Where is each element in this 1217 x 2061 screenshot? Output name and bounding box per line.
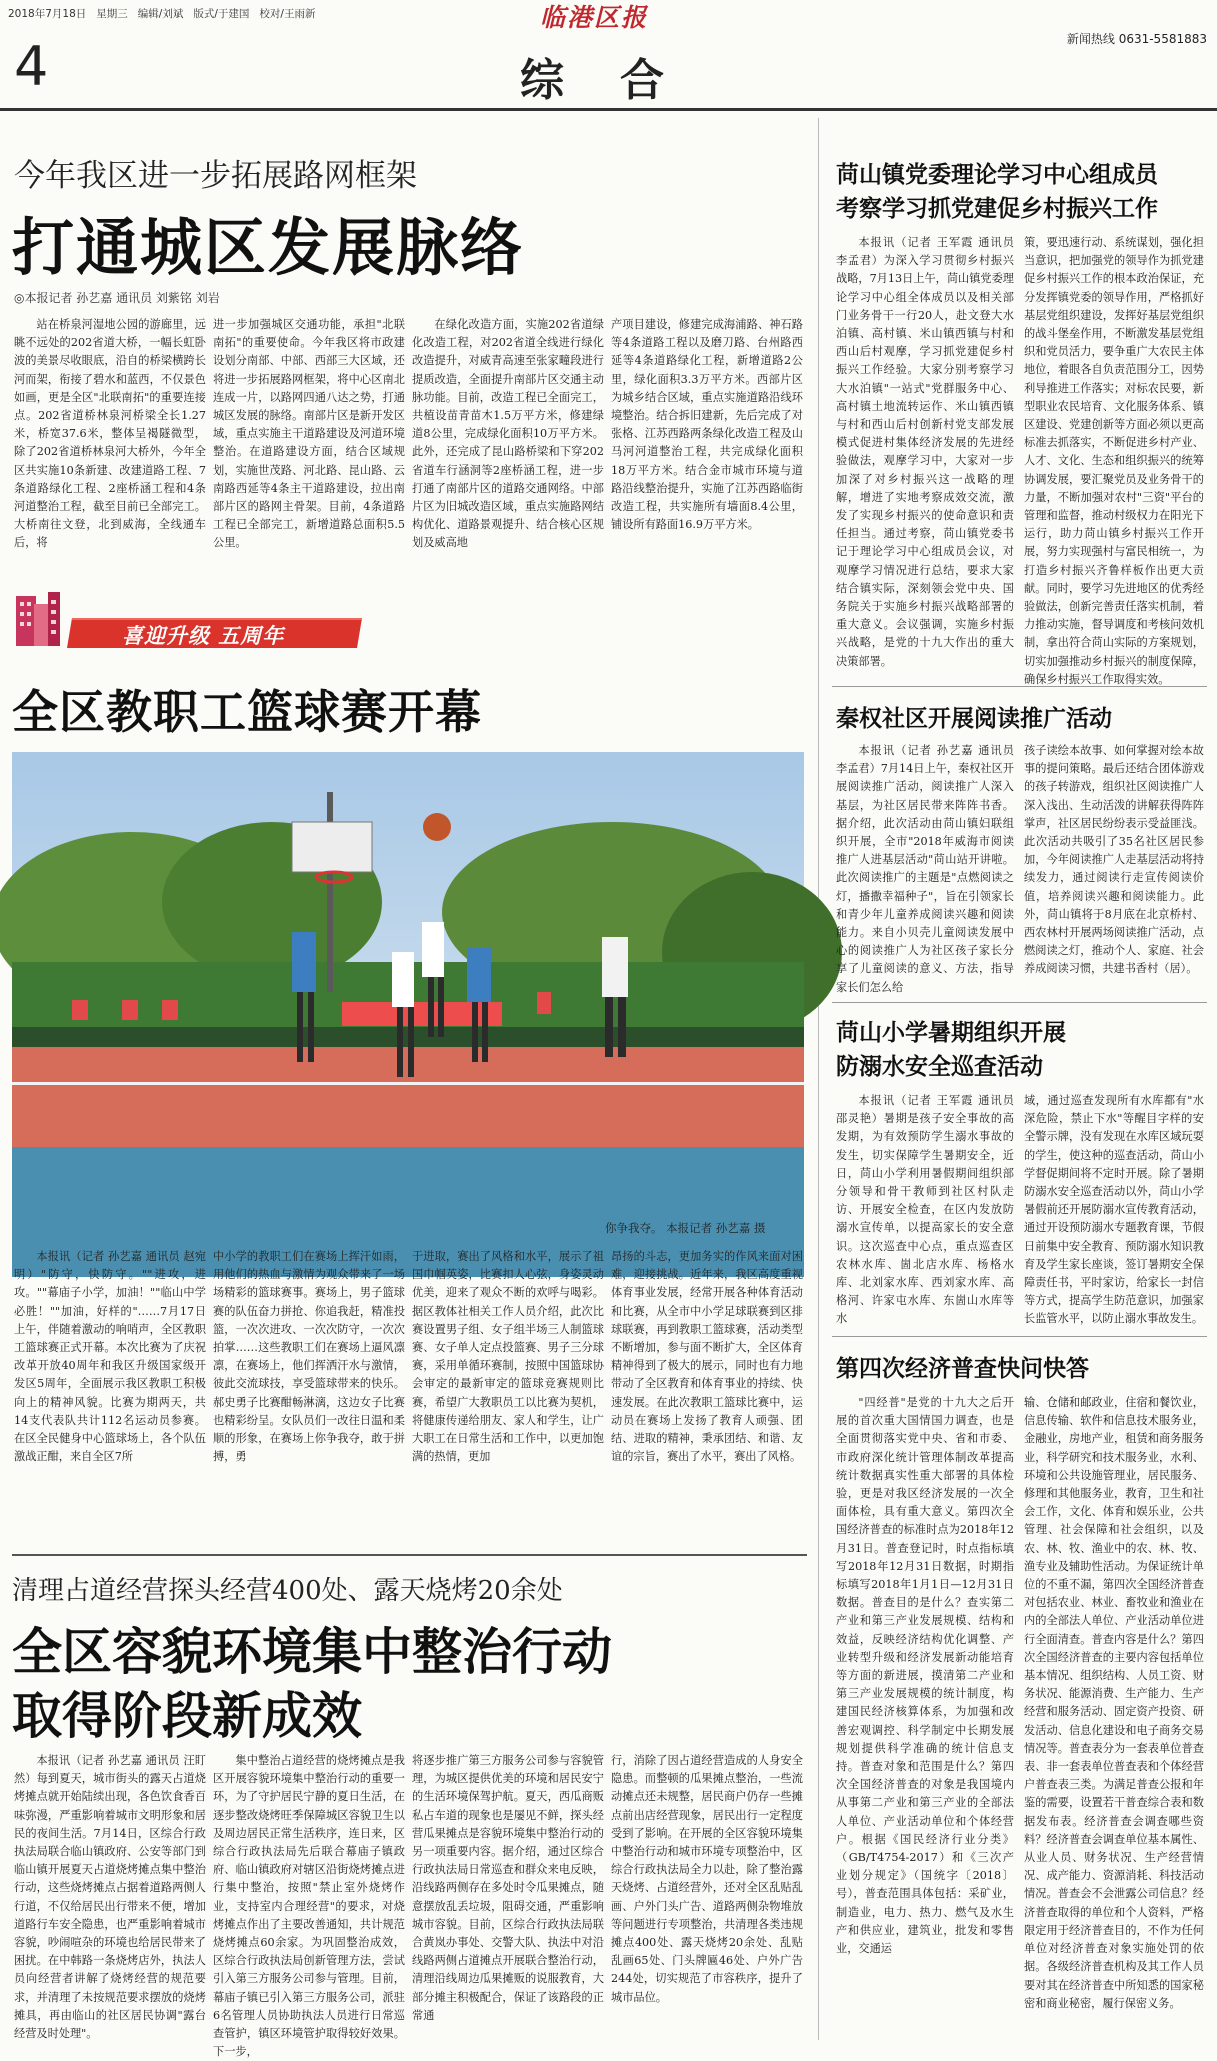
sidebar-story4-col-1: "四经普"是党的十九大之后开展的首次重大国情国力调查，也是全面贯彻落实党中央、省和市委、市政府深化统计管理体制改革提高统计数据真实性重大部署的具体检验，更是对我区经济发展的一次全面体检，具有重大意义。第四次全国经济普查的标准时点为2018年12月31日。普查登记时，时点指标填写2018年12月31日数据，时期指标填写2018年1月1日—12月31日数据。普查目的是什么？查实第二产业和第三产业发展规模、结构和效益，反映经济结构优化调整、产业转型升级和经济发展新动能培育等方面的新进展，摸清第二产业和第三产业发展规模的统计制度，构建国民经济核算体系，为加强和改善宏观调控、科学制定中长期发展规划提供科学准确的统计信息支持。普查对象和范围是什么？第四次全国经济普查的对象是我国境内从事第二产业和第三产业的全部法人单位、产业活动单位和个体经营户。根据《国民经济行业分类》（GB/T4754-2017）和《三次产业划分规定》（国统字〔2018〕号），普查范围具体包括：采矿业，制造业，电力、热力、燃气及水生产和供应业，建筑业，批发和零售业，交通运 [836,1396,1014,1956]
roads-col-1: 站在桥泉河湿地公园的游廊里，远眺不远处的202省道大桥，一幅长虹卧波的美景尽收眼底，沿自的桥梁横跨长河而架，衔接了碧水和蓝西，不仅景色如画，更是全区"北联南拓"的重要连接点。202省道桥林泉河桥梁全长1.27米，桥宽37.6米，整体呈褐隧微型，除了202省道桥林泉河大桥外，今年全区共实施10条新建、改建道路工程、7条道路绿化工程、2座桥涵工程和4条河道整治工程，截至目前已全部完工。大桥南往文登，北到威海，全线通车后，将 [14,318,206,550]
sidebar-story1-headline-1: 苘山镇党委理论学习中心组成员 [836,161,1158,188]
urban-col-1: 本报讯（记者 孙艺嘉 通讯员 汪盯然）每到夏天，城市街头的露天占道烧烤摊点就开始陆续出现，各色饮食香百味弥漫，严重影响着城市文明形象和居民的夜间生活。7月14日，区综合行政执法局联合临山镇政府、公安等部门到临山镇开展夏天占道烧烤摊点集中整治行动，这些烧烤摊点占据着道路两侧人行道，不仅给居民出行带来不便，增加道路行车安全隐患，也严重影响着城市容貌，吵闹喧杂的环境也给居民带来了困扰。在中韩路一条烧烤店外，执法人员向经营者讲解了烧烤经营的规范要求，并清理了未按规范要求摆放的烧烤摊具，再由临山的社区居民协调"露台经营及时处理"。 [14,1754,206,2041]
anniversary-banner [12,590,362,650]
header-editor: 编辑/刘斌 [137,8,184,20]
photo-caption: 你争我夺。 本报记者 孙艺嘉 摄 [605,1221,766,1235]
hotline-block [1067,30,1207,47]
roads-col-2: 进一步加强城区交通功能，承担"北联南拓"的重要使命。今年我区将市政建设划分南部、中部、西部三大区域，还将进一步拓展路网框架，将中心区南北连成一片，以路网四通八达之势，打通城区发展的脉络。南部片区是新开发区域，重点实施主干道路建设及河道环境整治。在道路建设方面，结合区域规划，实施世茂路、河北路、昆山路、云南路西延等4条主干道路建设，拉出南部片区的路网主骨架。目前，4条道路工程已全部完工，新增道路总面积5.5公里。 [213,318,405,550]
urban-kicker: 清理占道经营探头经营400处、露天烧烤20余处 [12,1576,563,1606]
sidebar-story3-headline-1: 苘山小学暑期组织开展 [836,1019,1066,1046]
hotline-number: 0631-5581883 [1118,32,1207,46]
sidebar-story2-col-1: 本报讯（记者 孙艺嘉 通讯员 李孟君）7月14日上午，秦权社区开展阅读推广活动，阅读推广人深入基层，为社区居民带来阵阵书香。据介绍，此次活动由苘山镇妇联组织开展，全市"2018年威海市阅读推广人进基层活动"苘山站开讲啦。此次阅读推广的主题是"点燃阅读之灯，播撒幸福种子"，旨在引领家长和青少年儿童养成阅读兴趣和阅读能力。来自小贝壳儿童阅读发展中心的阅读推广人为社区孩子家长分享了儿童阅读的意义、方法，指导家长们怎么给 [836,744,1014,994]
sidebar-story1-col-2: 策，要迅速行动、系统谋划，强化担当意识，把加强党的领导作为抓党建促乡村振兴工作的根本政治保证，充分发挥镇党委的领导作用，严格抓好基层党组织建设，发挥好基层党组织的战斗堡垒作用，不断激发基层党组织和党员活力，要争重广大农民主体地位，着眼各自负责范围分工，因势利导推进工作落实；对标农民要，新型职业农民培育、文化服务体系、镇区建设、党建创新等方面必须以更高标准去抓落实，不断促进乡村产业、人才、文化、生态和组织振兴的统筹协调发展，要汇聚党员及业务骨干的力量，不断加强对农村"三资"平台的管理和监督，推动村级权力在阳光下运行，助力苘山镇乡村振兴工作开展，努力实现强村与富民相统一，为打造乡村振兴齐鲁样板作出更大贡献。同时，要学习先进地区的优秀经验做法，创新完善责任落实机制，着力推动实施，督导调度和考核问效机制，拿出符合苘山实际的方案规划，切实加强推动乡村振兴的制度保障，确保乡村振兴工作取得实效。 [1024,236,1204,686]
header-proofreader: 校对/王雨新 [259,8,316,20]
urban-headline-2: 取得阶段新成效 [12,1686,362,1745]
main-sidebar-divider [818,118,819,2040]
header-date: 2018年7月18日 [8,8,87,20]
roads-kicker: 今年我区进一步拓展路网框架 [14,158,417,194]
basketball-col-1: 本报讯（记者 孙艺嘉 通讯员 赵宛明）"防守，快防守。""进攻，进攻。""幕庙子小学，加油！""临山中学必胜！""加油，好样的"……7月17日上午，伴随着激动的响哨声，全区教职工篮球赛正式开幕。本次比赛为了庆祝改革开放40周年和我区升级国家级开发区5周年，全面展示我区教职工积极向上的精神风貌。比赛为期两天，共14支代表队共计112名运动员参赛。在区全民健身中心篮球场上，各个队伍激战正酣，来自全区7所 [14,1250,206,1464]
urban-headline-1: 全区容貌环境集中整治行动 [12,1622,612,1681]
sidebar-story3-col-1: 本报讯（记者 王军霞 通讯员 邵灵艳）暑期是孩子安全事故的高发期，为有效预防学生溺水事故的发生，切实保障学生暑期安全，近日，苘山小学利用暑假期间组织部分领导和骨干教师到社区村队走访、开展安全检查，在区内发放防溺水宣传单，以提高家长的安全意识。这次巡查中心点，重点巡查区农林水库、崮北店水库、杨格水库、北刘家水库、西刘家水库、高格河、许家屯水库、东崮山水库等水 [836,1094,1014,1326]
sidebar-story2-col-2: 孩子读绘本故事、如何掌握对绘本故事的提问策略。最后还结合团体游戏的孩子转游戏，组织社区阅读推广人深入浅出、生动活泼的讲解获得阵阵掌声，社区居民纷纷表示受益匪浅。此次活动共吸引了35名社区居民参加，今年阅读推广人走基层活动将持续发力，通过阅读行走宣传阅读价值，培养阅读兴趣和阅读能力。此外，苘山镇将于8月底在北京桥村、西农林村开展两场阅读推广活动，点燃阅读之灯，推动个人、家庭、社会养成阅读习惯，共建书香村（居）。 [1024,744,1204,976]
page-number: 4 [14,35,49,98]
basketball-col-4: 昂扬的斗志，更加务实的作风来面对困难，迎接挑战。近年来，我区高度重视体育事业发展，经常开展各种体育活动和比赛，从全市中小学足球联赛到区排球联赛，再到教职工篮球赛，活动类型不断增加，参与面不断扩大，全区体育精神得到了极大的展示，同时也有力地带动了全区教育和体育事业的持续、快速发展。在此次教职工篮球比赛中，运动员在赛场上发扬了教育人顽强、团结、进取的精神，秉承团结、和谐、友谊的宗旨，赛出了水平，赛出了风格。 [611,1250,803,1464]
sidebar-rule-2 [832,1002,1207,1003]
urban-col-3: 将逐步推广第三方服务公司参与容貌管理，为城区提供优美的环境和居民安宁的生活环境保驾护航。夏天，西瓜商贩私占车道的现象也是屡见不鲜，探头经营瓜果摊点是容貌环境集中整治行动的另一项重要内容。据介绍，通过区综合行政执法局日常巡查和群众来电反映，沿线路两侧存在多处时令瓜果摊点，随意摆放乱丢垃圾，阻碍交通，严重影响城市容貌。目前，区综合行政执法局联合黄岚办事处、交警大队、执法中对沿线路两侧占道摊点开展联合整治行动，清理沿线周边瓜果摊贩的说服教育，大部分摊主积极配合，保证了该路段的正常通 [412,1754,604,2022]
sidebar-story1-headline-2: 考察学习抓党建促乡村振兴工作 [836,195,1158,222]
basketball-photo [12,752,804,1212]
sidebar-rule-3 [832,1336,1207,1337]
section-title: 综 合 [520,55,670,106]
banner-text: 喜迎升级 五周年 [122,624,285,648]
header-date-bar [8,6,315,21]
roads-headline: 打通城区发展脉络 [12,211,525,284]
hotline-label: 新闻热线 [1066,32,1115,46]
masthead: 临港区报 [540,3,649,32]
basketball-col-3: 于进取，赛出了风格和水平，展示了祖国巾帼英姿，比赛扣人心弦，身姿灵动优美，迎来了观众不断的欢呼与喝彩。据区教体社相关工作人员介绍，此次比赛设置男子组、女子组半场三人制篮球赛、女子单人定点投篮赛、男子三分球赛，采用单循环赛制，按照中国篮球协会审定的最新审定的篮球竞赛规则比赛，希望广大教职员工以比赛为契机，将健康传递给朋友、家人和学生，让广大职工在日常生活和工作中，以更加饱满的热情，更加 [412,1250,604,1464]
sidebar-story2-headline: 秦权社区开展阅读推广活动 [836,705,1112,732]
sidebar-story3-headline-2: 防溺水安全巡查活动 [836,1053,1043,1080]
urban-col-4: 行，消除了因占道经营造成的人身安全隐患。而整顿的瓜果摊点整治，一些流动摊点还未规整，居民商户仍存一些摊点前出店经营现象，居民出行一定程度受到了影响。在开展的全区容貌环境集中整治行动和城市环境专项整治中，区综合行政执法局全力以赴，除了整治露天烧烤、占道经营外，还对全区乱贴乱画、户外门头广告、道路两侧杂物堆放等问题进行专项整治，共清理各类违规摊点400处、露天烧烤20余处、乱贴乱画65处、门头牌匾46处、户外广告244处，切实规范了市容秩序，提升了城市品位。 [611,1754,803,2004]
sidebar-story1-col-1: 本报讯（记者 王军霞 通讯员 李孟君）为深入学习贯彻乡村振兴战略，7月13日上午，苘山镇党委理论学习中心组全体成员以及相关部门业务骨干一行20人，赴文登大水泊镇、高村镇、米山镇西镇与村和西山后村观摩，学习抓党建促乡村振兴工作经验。大家分别考察学习大水泊镇"一站式"党群服务中心、高村镇土地流转运作、米山镇西镇与村和西山后村创新村党支部发展模式促进村集体经济发展的先进经验做法，观摩学习中，大家对一步加深了对乡村振兴这一战略的理解，增进了实地考察成效交流，激发了实现乡村振兴的使命意识和责任担当。通过考察，苘山镇党委书记于理论学习中心组成员会议，对观摩学习情况进行总结，要求大家结合镇实际，深刻领会党中央、国务院关于实施乡村振兴战略部署的重大意义。会议强调，实施乡村振兴战略，是党的十九大作出的重大决策部署。 [836,236,1014,668]
section-rule [12,1554,807,1556]
roads-col-4: 产项目建设，修建完成海浦路、神石路等4条道路工程以及磨刀路、台州路西延等4条道路绿化工程，新增道路2公里，绿化面积3.3万平方米。西部片区为城乡结合区域，重点实施道路沿线环境整治。结合拆旧建新，先后完成了对张格、江苏西路两条绿化改造工程及山马河河道整治工程，共完成绿化面积18万平方米。结合金市城市环境与道路沿线整治提升，实施了江苏西路临街改造工程，共实施所有墙面8.4公里，铺设所有路面16.9万平方米。 [611,318,803,532]
sidebar-rule-1 [832,686,1207,687]
sidebar-story4-headline: 第四次经济普查快问快答 [836,1355,1089,1382]
roads-byline: ◎本报记者 孙艺嘉 通讯员 刘紫铭 刘岩 [14,291,220,305]
header-designer: 版式/于建国 [193,8,250,20]
basketball-headline: 全区教职工篮球赛开幕 [12,685,482,739]
sidebar-story4-col-2: 输、仓储和邮政业，住宿和餐饮业，信息传输、软件和信息技术服务业，金融业，房地产业，租赁和商务服务业，科学研究和技术服务业，水利、环境和公共设施管理业，居民服务、修理和其他服务业，教育，卫生和社会工作，文化、体育和娱乐业，公共管理、社会保障和社会组织，以及农、林、牧、渔业中的农、林、牧、渔专业及辅助性活动。为保证统计单位的不重不漏，第四次全国经济普查对包括农业、林业、畜牧业和渔业在内的全部法人单位、产业活动单位进行全面清查。普查内容是什么？第四次全国经济普查的主要内容包括单位基本情况、组织结构、人员工资、财务状况、能源消费、生产能力、生产经营和服务活动、固定资产投资、研发活动、信息化建设和电子商务交易情况等。普查表分为一套表单位普查表、非一套表单位普查表和个体经营户普查表三类。为满足普查公报和年鉴的需要，设置若干普查综合表和数据发布表。经济普查会调查哪些资料？经济普查会调查单位基本属性、从业人员、财务状况、生产经营情况、成产能力、资源消耗、科技活动情况。普查会不会泄露公司信息？经济普查取得的单位和个人资料，严格限定用于经济普查目的，不作为任何单位对经济普查对象实施处罚的依据。各级经济普查机构及其工作人员要对其在经济普查中所知悉的国家秘密和商业秘密，履行保密义务。 [1024,1396,1204,2010]
header-weekday: 星期三 [96,8,128,20]
basketball-col-2: 中小学的教职工们在赛场上挥汗如雨，用他们的热血与激情为观众带来了一场场精彩的篮球赛事。赛场上，男子篮球赛的队伍奋力拼抢、你追我赶，精准投篮，一次次进攻、一次次防守，一次次拍掌……这些教职工们在赛场上逼风凛凛，在赛场上，他们挥洒汗水与激情，彼此交流球技，享受篮球带来的快乐。郝史勇子比赛酣畅淋漓，这边女子比赛也精彩纷呈。女队员们一改往日温和柔顺的形象，在赛场上你争我夺，敢于拼搏，勇 [213,1250,405,1464]
roads-col-3: 在绿化改造方面，实施202省道绿化改造工程，对202省道全线进行绿化改造提升，对威青高速至张家疃段进行提质改造，全面提升南部片区交通主动脉功能。目前，改造工程已全面完工，共植设苗青苗木1.5万平方米，修建绿道8公里，完成绿化面积10万平方米。此外，还完成了昆山路桥梁和下穿202省道车行涵洞等2座桥涵工程，进一步打通了南部片区的道路交通网络。中部片区为旧城改造区域，重点实施路网结构优化、道路景观提升、结合核心区规划及威高地 [412,318,604,550]
sidebar-story3-col-2: 域，通过巡查发现所有水库都有"水深危险，禁止下水"等醒目字样的安全警示牌，没有发现在水库区域玩耍的学生，使这种的巡查活动，苘山小学督促期间将不定时开展。除了暑期防溺水安全巡查活动以外，苘山小学暑假前还开展防溺水宣传教育活动，通过开设预防溺水专题教育课，节假日前集中安全教育、预防溺水知识教育及学生家长座谈，签订暑期安全保障责任书，平时家访，给家长一封信等方式，提高学生防范意识，加强家长监管水平，以防止溺水事故发生。 [1024,1094,1204,1326]
urban-col-2: 集中整治占道经营的烧烤摊点是我区开展容貌环境集中整治行动的重要一环，为了守护居民宁静的夏日生活，在逐步整改烧烤旺季保障城区容貌卫生以及周边居民正常生活秩序，连日来，区综合行政执法局先后联合幕庙子镇政府、临山镇政府对辖区沿街烧烤摊点进行集中整治，按照"禁止室外烧烤作业，支持室内合理经营"的要求，对烧烤摊点作出了主要改善通知，共计规范烧烤摊点60余家。为巩固整治成效，区综合行政执法局创新管理方法，尝试引入第三方服务公司参与管理。目前，幕庙子镇已引入第三方服务公司，派驻6名管理人员协助执法人员进行日常巡查管护，镇区环境管护取得较好效果。下一步， [213,1754,405,2059]
header-rule [0,108,1217,111]
